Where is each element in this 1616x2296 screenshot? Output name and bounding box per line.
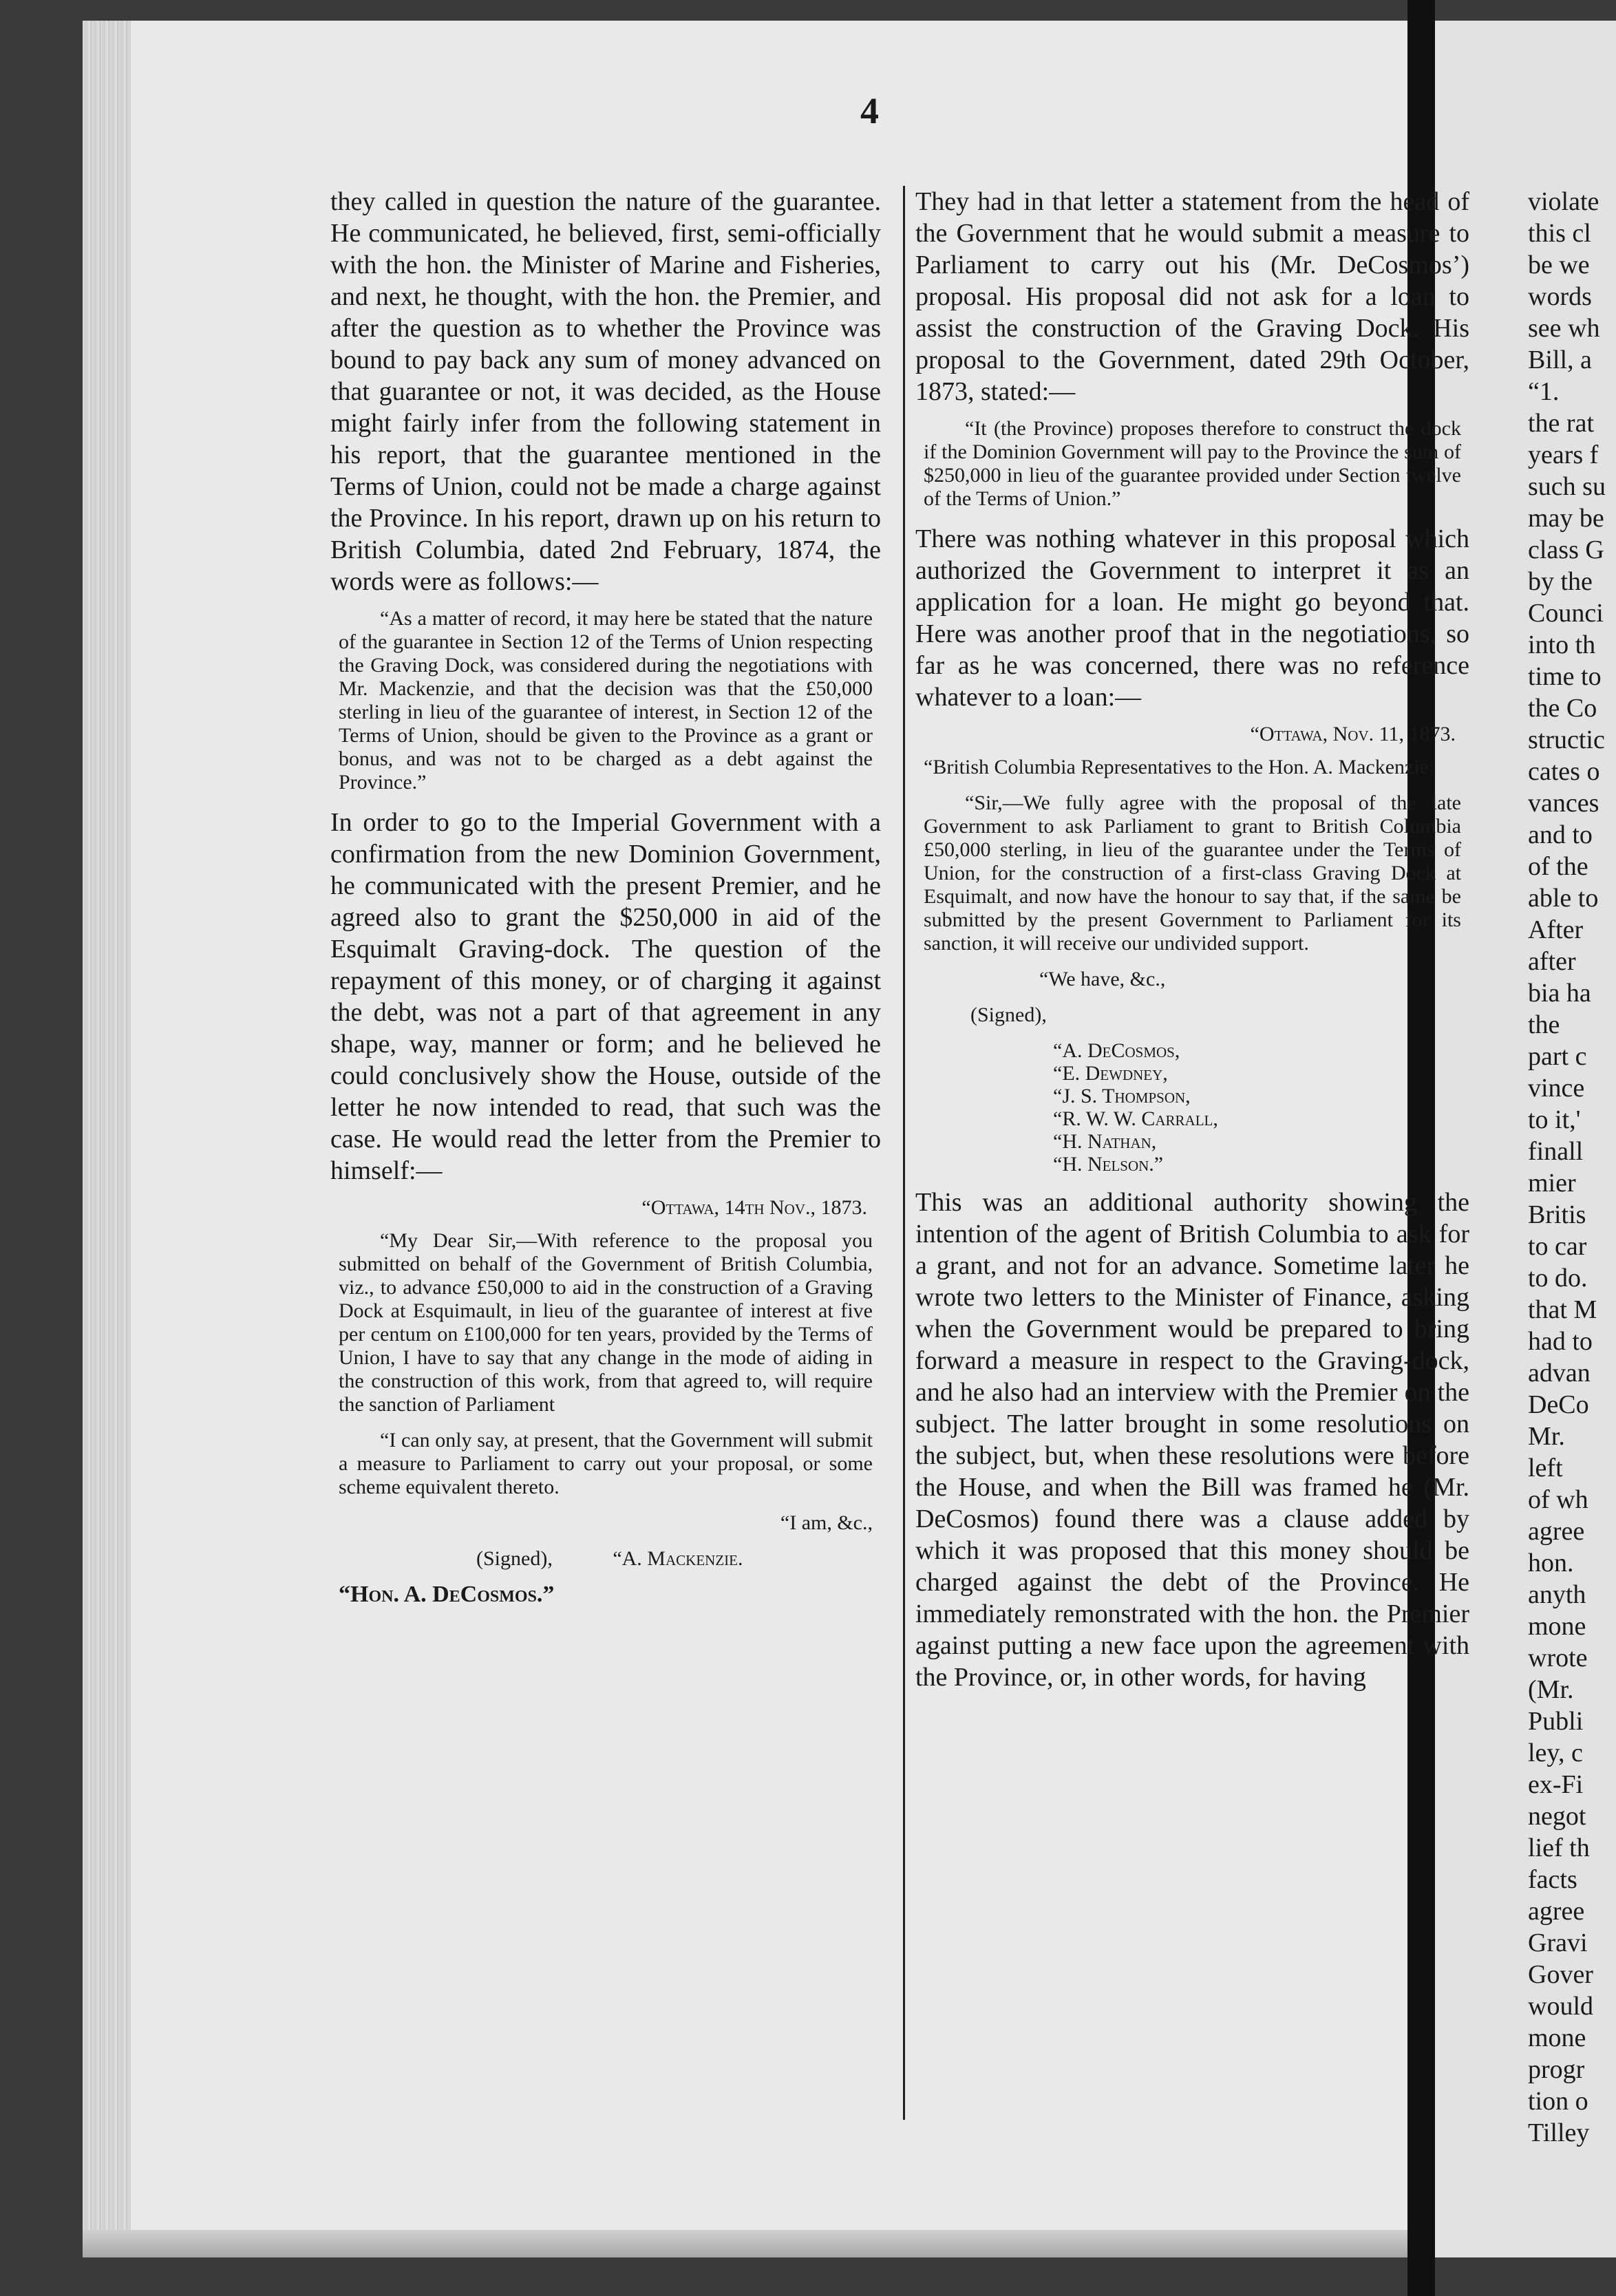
quotation: “It (the Province) proposes therefore to construct the dock if the Dominion Government will pay to the Province the sum of $250,000 in lieu of the guarantee provided under Section twelve of the Terms of Union.” — [924, 417, 1461, 510]
paragraph: This was an additional authority showing the intention of the agent of British Columbia to ask for a grant, and not for an advance. Sometime later he wrote two letters to the Minister of Finance, asking when the Government would be prepared to bring forward a measure in respect to the Graving-dock, and he also had an interview with the Premier on the subject. The latter brought in some resolutions on the subject, but, when these resolutions were before the House, and when the Bill was framed he (Mr. DeCosmos) found there was a clause added by which it was proposed that this money should be charged against the debt of the Province. He immediately remonstrated with the hon. the Premier against putting a new face upon the agreement with the Province, or, in other words, for having — [915, 1188, 1469, 1692]
letter-date: “Ottawa, Nov. 11, 1873. — [1250, 723, 1456, 745]
truncated-line: words — [1528, 282, 1592, 311]
letter-signature — [339, 1547, 873, 1571]
truncated-line: bia ha — [1528, 979, 1591, 1008]
signed-label: (Signed), — [476, 1547, 553, 1570]
truncated-line: wrote — [1528, 1644, 1588, 1672]
truncated-line: the rat — [1528, 409, 1595, 438]
signatory: “A. DeCosmos, — [1053, 1039, 1180, 1062]
page-edges — [83, 21, 131, 2257]
truncated-line: Gravi — [1528, 1928, 1588, 1957]
truncated-line: facts — [1528, 1865, 1577, 1894]
truncated-line: after — [1528, 947, 1576, 976]
truncated-line: see wh — [1528, 314, 1600, 343]
truncated-line: of wh — [1528, 1485, 1588, 1514]
signer-name: “A. Mackenzie. — [613, 1547, 743, 1570]
truncated-line: ex-Fi — [1528, 1770, 1584, 1799]
truncated-line: the Co — [1528, 694, 1597, 723]
truncated-line: ley, c — [1528, 1739, 1583, 1767]
truncated-line: had to — [1528, 1327, 1593, 1356]
truncated-line: advan — [1528, 1359, 1591, 1388]
truncated-line: that M — [1528, 1295, 1597, 1324]
letter-body: “I can only say, at present, that the Government will submit a measure to Parliament to carry out your proposal, or some scheme equivalent thereto. — [339, 1429, 873, 1498]
column-rule — [903, 186, 905, 2120]
truncated-line: be we — [1528, 251, 1590, 279]
truncated-line: part c — [1528, 1042, 1587, 1071]
truncated-line: progr — [1528, 2055, 1585, 2084]
truncated-line: such su — [1528, 472, 1606, 501]
column-1 — [330, 186, 881, 1619]
truncated-line: would — [1528, 1992, 1593, 2021]
letter-closing: “I am, &c., — [780, 1511, 873, 1534]
truncated-line: left — [1528, 1454, 1563, 1482]
signatory: “E. Dewdney, — [1053, 1062, 1168, 1085]
truncated-line: years f — [1528, 440, 1599, 469]
truncated-line: to it,' — [1528, 1105, 1581, 1134]
truncated-line: mier — [1528, 1169, 1576, 1198]
truncated-line: of the — [1528, 852, 1588, 881]
truncated-line: into th — [1528, 630, 1596, 659]
truncated-line: After — [1528, 915, 1584, 944]
truncated-line: and to — [1528, 820, 1593, 849]
letter-body: “My Dear Sir,—With reference to the proposal you submitted on behalf of the Government of British Columbia, viz., to advance £50,000 to aid in the construction of a Graving Dock at Esquimault, in lieu of the guarantee of interest at five per centum on £100,000 for ten years, provided by the Terms of Union, I have to say that any change in the mode of aiding in the construction of this work, from that agreed to, will require the sanction of Parliament — [339, 1229, 873, 1416]
truncated-line: class G — [1528, 535, 1604, 564]
truncated-line: to car — [1528, 1232, 1587, 1261]
signatory: “J. S. Thompson, — [1053, 1085, 1191, 1107]
truncated-line: agree — [1528, 1897, 1585, 1926]
letter-body: “Sir,—We fully agree with the proposal of the late Government to ask Parliament to grant to British Columbia £50,000 sterling, in lieu of the guarantee under the Terms of Union, for the construction of a first-class Graving Dock at Esquimalt, and now have the honour to say that, if the same be submitted by the present Government to Parliament for its sanction, it will receive our undivided support. — [924, 791, 1461, 955]
truncated-line: DeCo — [1528, 1390, 1589, 1419]
truncated-line: violate — [1528, 187, 1599, 216]
truncated-line: negot — [1528, 1802, 1586, 1831]
truncated-line: mone — [1528, 2023, 1586, 2052]
page-number: 4 — [860, 90, 879, 131]
truncated-line: may be — [1528, 504, 1604, 533]
truncated-line: cates o — [1528, 757, 1600, 786]
truncated-line: anyth — [1528, 1580, 1586, 1609]
quotation: “As a matter of record, it may here be stated that the nature of the guarantee in Section 12 of the Terms of Union respecting the Graving Dock, was considered during the negotiations with Mr. Mackenzie, and that the decision was that the £50,000 sterling in lieu of the guarantee of interest, in Section 12 of the Terms of Union, should be given to the Province as a grant or bonus, and was not to be charged as a debt against the Province.” — [339, 607, 873, 794]
truncated-line: “1. — [1528, 377, 1560, 406]
truncated-line: tion o — [1528, 2087, 1588, 2116]
signed-label: (Signed), — [970, 1003, 1047, 1026]
truncated-line: Mr. — [1528, 1422, 1565, 1451]
truncated-line: (Mr. — [1528, 1675, 1574, 1704]
truncated-line: finall — [1528, 1137, 1584, 1166]
truncated-line: hon. — [1528, 1549, 1574, 1577]
paragraph: They had in that letter a statement from the head of the Government that he would submit a measure to Parliament to carry out his (Mr. DeCosmos’) proposal. His proposal did not ask for a loan to assist the construction of the Graving Dock. His proposal to the Government, dated 29th October, 1873, stated:— — [915, 187, 1469, 406]
truncated-line: lief th — [1528, 1833, 1590, 1862]
truncated-line: able to — [1528, 884, 1599, 913]
truncated-line: agree — [1528, 1517, 1585, 1546]
paragraph: they called in question the nature of the guarantee. He communicated, he believed, first, semi-officially with the hon. the Minister of Marine and Fisheries, and next, he thought, with the hon. the Premier, and after the question as to whether the Province was bound to pay back any sum of money advanced on that guarantee or not, it was decided, as the House might fairly infer from the following statement in his report, that the guarantee mentioned in the Terms of Union, could not be made a charge against the Province. In his report, drawn up on his return to British Columbia, dated 2nd February, 1874, the words were as follows:— — [330, 187, 881, 596]
truncated-lines — [1528, 186, 1616, 2149]
column-3-cut — [1528, 186, 1616, 2149]
truncated-line: time to — [1528, 662, 1602, 691]
signatories — [1053, 1039, 1469, 1176]
truncated-line: vances — [1528, 789, 1599, 818]
truncated-line: to do. — [1528, 1264, 1588, 1293]
letter-date: “Ottawa, 14th Nov., 1873. — [641, 1196, 867, 1219]
truncated-line: Britis — [1528, 1200, 1586, 1229]
page-bottom-edge — [83, 2230, 1500, 2257]
letter-closing: “We have, &c., — [1039, 968, 1166, 990]
truncated-line: Gover — [1528, 1960, 1593, 1989]
paragraph: In order to go to the Imperial Government with a confirmation from the new Dominion Government, he communicated with the present Premier, and he agreed also to grant the $250,000 in aid of the Esquimalt Graving-dock. The question of the repayment of this money, or of charging it against the debt, was not a part of that agreement in any shape, way, manner or form; and he believed he could conclusively show the House, outside of the letter he now intended to read, that such was the case. He would read the letter from the Premier to himself:— — [330, 808, 881, 1185]
truncated-line: Counci — [1528, 599, 1604, 628]
signatory: “H. Nathan, — [1053, 1130, 1157, 1153]
truncated-line: structic — [1528, 725, 1605, 754]
truncated-line: this cl — [1528, 219, 1591, 248]
column-2 — [915, 186, 1469, 1701]
signatory: “H. Nelson.” — [1053, 1153, 1164, 1176]
truncated-line: mone — [1528, 1612, 1586, 1641]
truncated-line: Tilley — [1528, 2118, 1590, 2147]
truncated-line: Publi — [1528, 1707, 1584, 1736]
letter-heading: “British Columbia Representatives to the Hon. A. Mackenzie: — [924, 756, 1435, 778]
signatory: “R. W. W. Carrall, — [1053, 1107, 1218, 1130]
truncated-line: vince — [1528, 1074, 1585, 1103]
letter-addressee: “Hon. A. DeCosmos.” — [339, 1582, 555, 1607]
truncated-line: by the — [1528, 567, 1593, 596]
truncated-line: Bill, a — [1528, 346, 1592, 374]
paragraph: There was nothing whatever in this proposal which authorized the Government to interpret it as an application for a loan. He might go beyond that. Here was another proof that in the negotiations, so far as he was concerned, there was no reference whatever to a loan:— — [915, 524, 1469, 712]
truncated-line: the — [1528, 1010, 1560, 1039]
